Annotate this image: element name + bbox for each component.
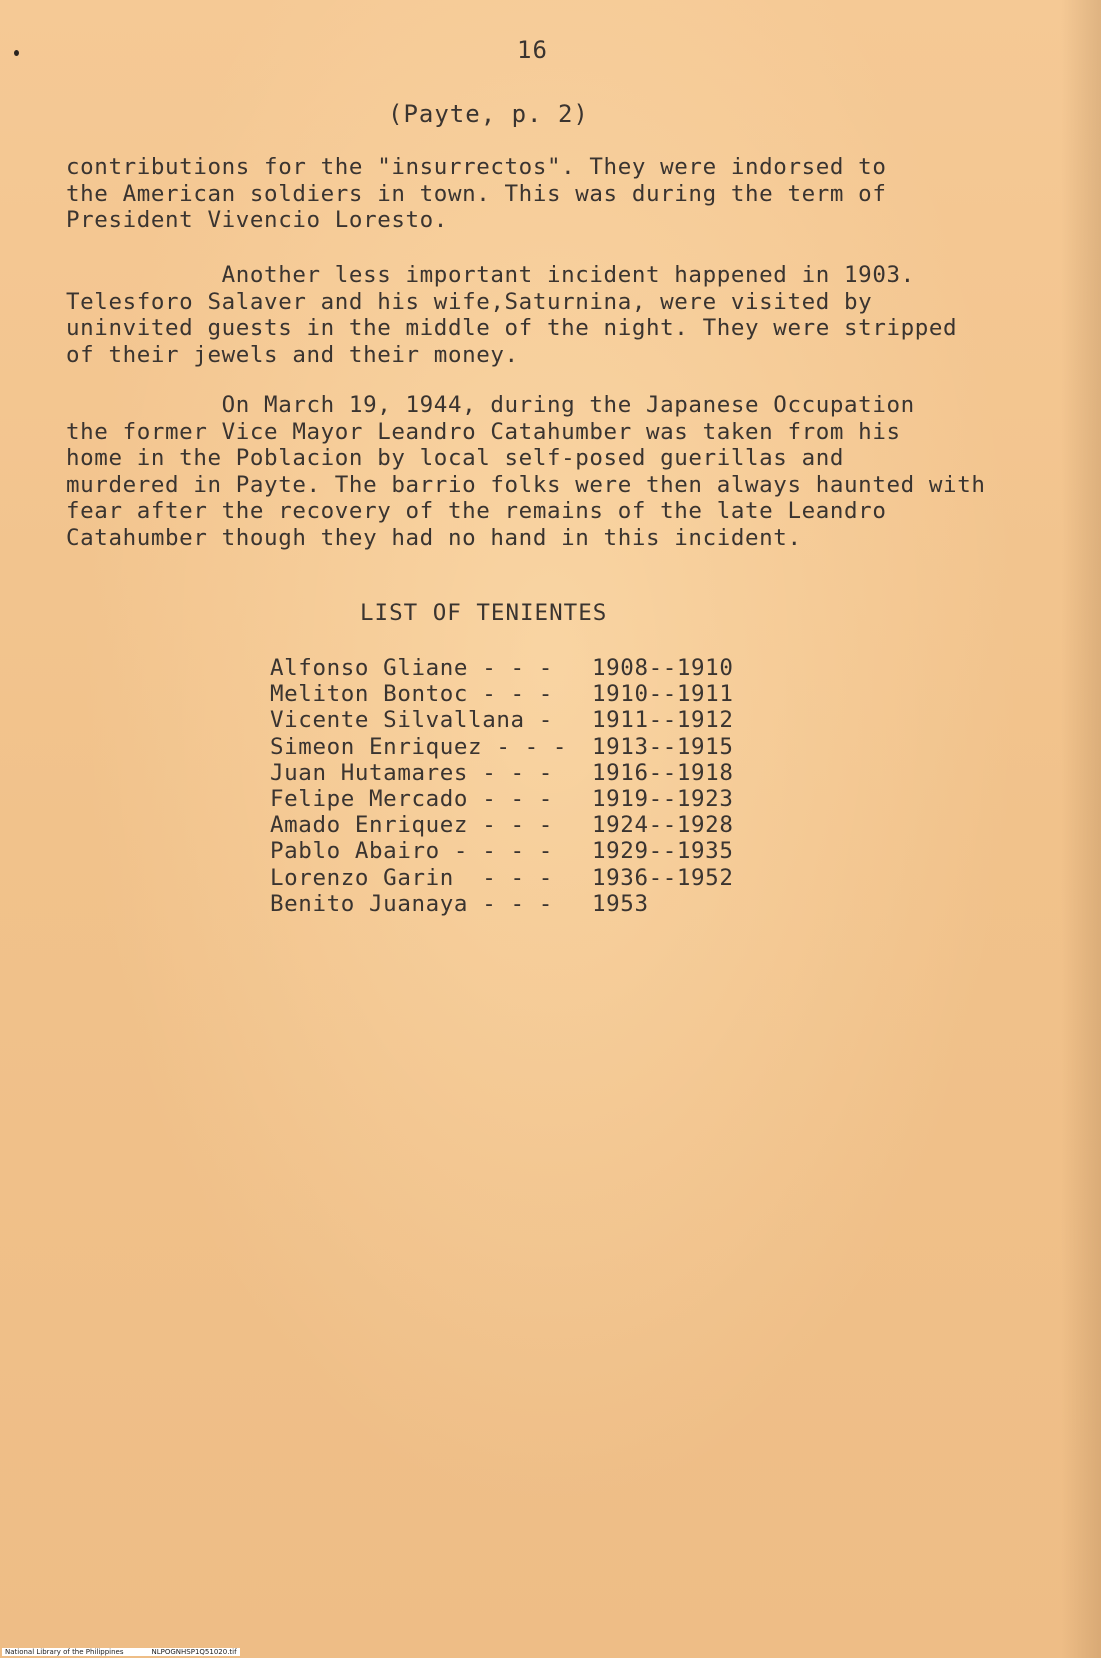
paragraph-line: the American soldiers in town. This was during the term of [66, 180, 887, 207]
teniente-name: Pablo Abairo - - - - [270, 838, 553, 865]
teniente-years: 1916--1918 [592, 759, 734, 786]
teniente-name: Juan Hutamares - - - [270, 759, 553, 786]
paragraph-line: uninvited guests in the middle of the night. They were stripped [66, 315, 958, 341]
paragraph-1 [66, 154, 886, 234]
tenientes-list [270, 655, 734, 917]
teniente-years: 1910--1911 [592, 681, 734, 708]
paragraph-line: home in the Poblacion by local self-posed guerillas and [66, 445, 845, 471]
page-subtitle: (Payte, p. 2) [388, 100, 589, 128]
paragraph-line: Catahumber though they had no hand in this incident. [66, 524, 802, 551]
ink-mark [14, 50, 19, 56]
teniente-years: 1913--1915 [592, 733, 734, 760]
paragraph-line: the former Vice Mayor Leandro Catahumber was taken from his [66, 418, 901, 445]
paragraph-line: contributions for the "insurrectos". They were indorsed to [66, 154, 887, 180]
paragraph-line: fear after the recovery of the remains of the late Leandro [66, 498, 887, 524]
teniente-row [270, 733, 734, 760]
teniente-name: Vicente Silvallana - [270, 707, 553, 734]
teniente-name: Amado Enriquez - - - [270, 812, 553, 839]
page-number: 16 [517, 36, 548, 64]
paragraph-line: Telesforo Salaver and his wife,Saturnina, were visited by [66, 288, 873, 315]
paragraph-2 [66, 262, 957, 368]
teniente-row [270, 707, 734, 734]
paragraph-line: murdered in Payte. The barrio folks were then always haunted with [66, 471, 986, 498]
teniente-name: Benito Juanaya - - - [270, 890, 553, 917]
scan-footer [2, 1648, 240, 1656]
teniente-row [270, 890, 649, 917]
teniente-row [270, 681, 734, 708]
teniente-row [270, 759, 734, 786]
teniente-name: Alfonso Gliane - - - [270, 655, 553, 681]
teniente-years: 1908--1910 [592, 655, 734, 681]
page-edge-shadow [1061, 0, 1101, 1658]
teniente-years: 1953 [592, 890, 649, 917]
paragraph-line: President Vivencio Loresto. [66, 207, 448, 233]
paragraph-line: of their jewels and their money. [66, 341, 519, 368]
teniente-name: Simeon Enriquez - - - [270, 733, 568, 760]
paragraph-3 [66, 392, 986, 551]
teniente-row [270, 786, 734, 813]
teniente-row [270, 838, 734, 865]
footer-library: National Library of the Philippines [5, 1648, 124, 1656]
footer-file: NLPOGNHSP1Q51020.tif [151, 1648, 237, 1656]
teniente-row [270, 655, 734, 681]
tenientes-list-title: LIST OF TENIENTES [360, 600, 608, 626]
paragraph-line: Another less important incident happened in 1903. [66, 262, 915, 288]
teniente-row [270, 812, 734, 839]
teniente-years: 1929--1935 [592, 838, 734, 865]
paragraph-line: On March 19, 1944, during the Japanese Occupation [66, 392, 915, 418]
teniente-years: 1911--1912 [592, 707, 734, 734]
teniente-name: Meliton Bontoc - - - [270, 681, 553, 708]
teniente-years: 1936--1952 [592, 864, 734, 891]
teniente-row [270, 864, 734, 891]
teniente-years: 1919--1923 [592, 786, 734, 813]
teniente-name: Felipe Mercado - - - [270, 786, 553, 813]
teniente-years: 1924--1928 [592, 812, 734, 839]
teniente-name: Lorenzo Garin - - - [270, 864, 553, 891]
